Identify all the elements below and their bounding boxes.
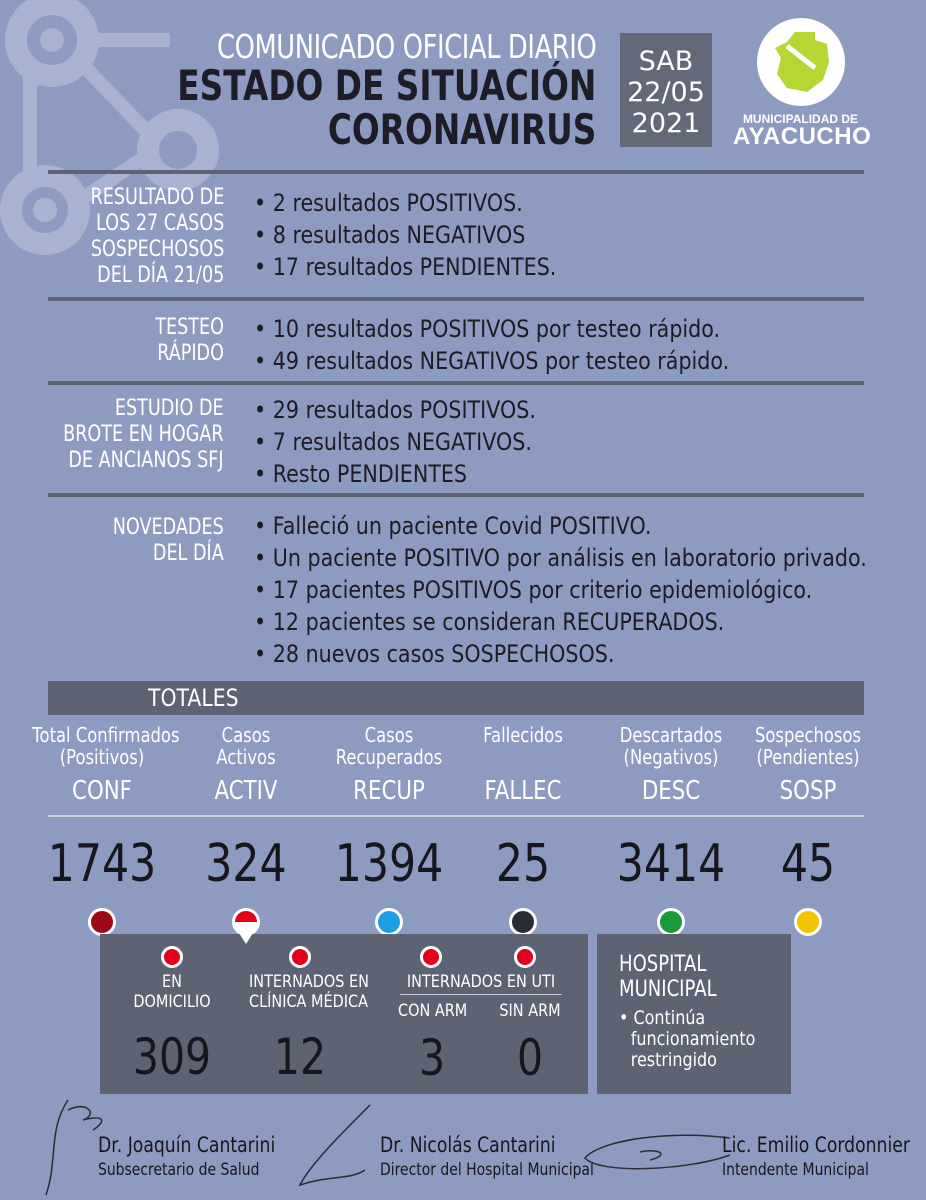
stat-value: 25 [495,834,551,894]
stat-code: SOSP [779,776,837,806]
signature-scribble-2 [290,1095,380,1195]
signature-3: Lic. Emilio Cordonnier Intendente Municipal [722,1133,910,1180]
stat-value: 0 [516,1029,544,1087]
total-suspected [723,724,893,941]
stat-code: DESC [641,776,701,806]
list-item: • 49 resultados NEGATIVOS por testeo rápido. [254,345,729,377]
date-box [620,33,712,147]
signature-2: Dr. Nicolás Cantarini Director del Hospital Municipal [380,1133,594,1180]
totals-header [48,681,864,715]
label-line: TESTEO [155,315,224,340]
list-item: • Resto PENDIENTES [254,458,536,490]
stat-value: 309 [132,1028,212,1086]
section-label-news [113,515,224,567]
stat-label: Casos Activos [216,723,276,769]
list-item: • 12 pacientes se consideran RECUPERADOS. [254,606,867,638]
municipality-logo [733,18,872,150]
stat-code: FALLEC [484,776,562,806]
icu-admitted [386,946,576,1085]
divider [48,381,864,385]
status-dot-icon [375,908,403,936]
active-breakdown-panel [100,934,588,1094]
date-year: 2021 [631,108,701,139]
list-item: • 2 resultados POSITIVOS. [254,187,556,219]
title-line-3: CORONAVIRUS [327,105,596,154]
date-day: SAB [638,46,694,77]
hospital-status: • Continúa funcionamiento restringido [619,1007,756,1071]
list-item: • 17 pacientes POSITIVOS por criterio epidemiológico. [254,574,867,606]
status-dot-icon [657,908,685,936]
hospital-title: HOSPITAL MUNICIPAL [619,952,717,1002]
stat-value: 45 [780,834,836,894]
list-item: • 7 resultados NEGATIVOS. [254,426,536,458]
list-item: • Un paciente POSITIVO por análisis en laboratorio privado. [254,542,867,574]
status-dot-icon [88,908,116,936]
stat-value: 3414 [616,834,726,894]
label-line: SOSPECHOSOS [90,237,224,262]
divider [48,170,864,174]
stat-value: 12 [273,1028,327,1086]
stat-value: 324 [205,834,287,894]
label-line: DEL DÍA [153,541,224,566]
list-item: • 28 nuevos casos SOSPECHOSOS. [254,638,867,670]
icu-title: INTERNADOS EN UTI [400,972,562,995]
label-line: RESULTADO DE [90,185,224,210]
section-items-outbreak [254,394,536,490]
divider [48,815,864,817]
signature-scribble-3 [580,1130,740,1180]
totals-title: TOTALES [148,684,239,712]
stat-label: Fallecidos [483,723,563,747]
label-line: ESTUDIO DE [115,396,224,421]
stat-code: CONF [72,776,132,806]
label-line: DE ANCIANOS SFJ [68,448,224,473]
label-line: NOVEDADES [113,515,224,540]
section-label-outbreak [64,396,225,474]
label-line: RÁPIDO [157,341,224,366]
title-line-1: COMUNICADO OFICIAL DIARIO [216,27,596,66]
list-item: • 10 resultados POSITIVOS por testeo rápido. [254,313,729,345]
stat-label: Descartados (Negativos) [619,723,723,769]
stat-label: INTERNADOS EN CLÍNICA MÉDICA [249,972,369,1012]
total-deceased [438,724,608,941]
stat-value: 3 [418,1029,446,1087]
hospital-panel [597,934,791,1094]
logo-text-2: AYACUCHO [733,123,872,150]
red-dot-icon [161,946,183,968]
section-items-rapid-test [254,313,729,377]
label-line: BROTE EN HOGAR [63,422,224,447]
label-line: DEL DÍA 21/05 [96,263,224,288]
stat-value: 1743 [47,834,157,894]
label-line: LOS 27 CASOS [95,211,224,236]
divider [48,493,864,497]
stat-code: ACTIV [214,776,278,806]
title-line-2: ESTADO DE SITUACIÓN [176,61,596,110]
stat-value: 1394 [334,834,444,894]
clinic-admitted [240,946,369,1086]
stat-label: Total Confirmados (Positivos) [32,723,180,769]
page-title [176,27,596,154]
red-dot-icon [289,946,311,968]
red-dot-icon [420,946,442,968]
stat-label: Sospechosos (Pendientes) [754,723,862,769]
stat-label: SIN ARM [499,1001,561,1021]
divider [48,297,864,301]
list-item: • Falleció un paciente Covid POSITIVO. [254,510,867,542]
section-label-rapid-test [155,315,224,367]
stat-label: EN DOMICILIO [133,972,211,1012]
section-items-news [254,510,867,670]
list-item: • 29 resultados POSITIVOS. [254,394,536,426]
section-label-results [90,185,224,289]
signature-1: Dr. Joaquín Cantarini Subsecretario de Salud [98,1133,276,1180]
date-daymonth: 22/05 [627,77,705,108]
map-shape-icon [757,18,845,106]
stat-label: CON ARM [398,1001,468,1021]
status-dot-icon [794,908,822,936]
section-items-results [254,187,556,283]
red-dot-icon [514,946,536,968]
logo-emblem [757,18,845,106]
stat-code: RECUP [353,776,425,806]
pointer-triangle-icon [232,922,260,944]
list-item: • 8 resultados NEGATIVOS [254,219,556,251]
list-item: • 17 resultados PENDIENTES. [254,251,556,283]
status-dot-icon [509,908,537,936]
home-isolation [122,946,222,1084]
logo-text-1: MUNICIPALIDAD DE [742,112,859,126]
stat-label: Casos Recuperados [335,723,443,769]
